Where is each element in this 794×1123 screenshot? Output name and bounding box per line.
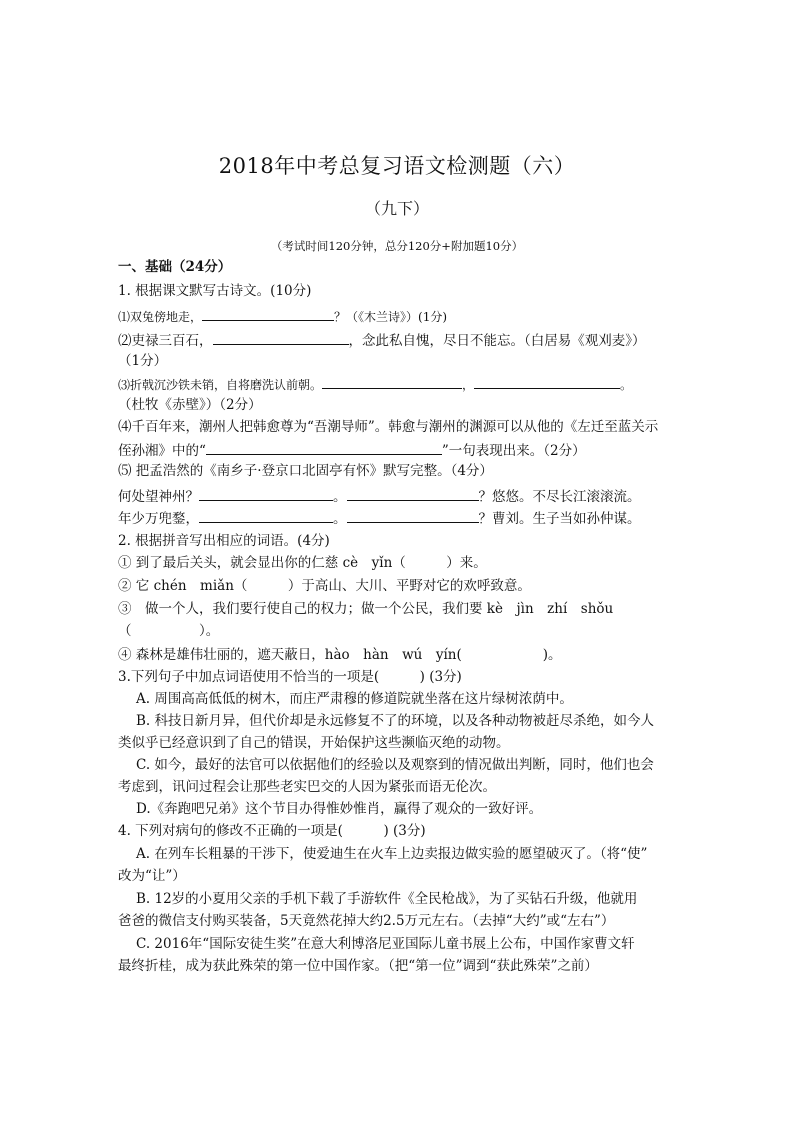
q3-option-b: B. 科技日新月异，但代价却是永远修复不了的环境，以及各种动物被赶尽杀绝，如今人 bbox=[136, 713, 655, 729]
answer-blank[interactable] bbox=[347, 508, 479, 523]
q4-option-a: A. 在列车长粗暴的干涉下，使爱迪生在火车上边卖报边做实验的愿望破灭了。（将“使” bbox=[136, 846, 648, 862]
q2-item-2: ② 它 chén miǎn（ ）于高山、大川、平野对它的欢呼致意。 bbox=[118, 578, 531, 594]
answer-blank[interactable] bbox=[206, 440, 442, 455]
q4-option-b: B. 12岁的小夏用父亲的手机下载了手游软件《全民枪战》，为了买钻石升级，他就用 bbox=[136, 891, 638, 907]
q3-option-a: A. 周围高高低低的树木，而庄严肃穆的修道院就坐落在这片绿树浓荫中。 bbox=[136, 691, 573, 707]
answer-blank[interactable] bbox=[322, 374, 462, 389]
question-2-stem: 2. 根据拼音写出相应的词语。(4分) bbox=[118, 533, 330, 549]
question-4-stem: 4. 下列对病句的修改不正确的一项是( ) (3分) bbox=[118, 823, 426, 839]
answer-blank[interactable] bbox=[202, 306, 334, 321]
q4-option-b-cont: 爸爸的微信支付购买装备，5天竟然花掉大约2.5万元左右。（去掉“大约”或“左右”） bbox=[118, 913, 615, 929]
page-title: 2018年中考总复习语文检测题（六） bbox=[218, 154, 576, 178]
q1-item-1: ⑴双兔傍地走， ？（《木兰诗》）(1分) bbox=[118, 306, 447, 326]
page-subtitle: （九下） bbox=[364, 199, 429, 218]
q1-item-5-line-1: 何处望神州？ 。 ？悠悠。不尽长江滚滚流。 bbox=[118, 486, 641, 506]
q1-item-5-line-2: 年少万兜鍪， 。 ？曹刘。生子当如孙仲谋。 bbox=[118, 508, 641, 528]
q3-option-b-cont: 类似乎已经意识到了自己的错误，开始保护这些濒临灭绝的动物。 bbox=[118, 735, 510, 751]
q3-option-d: D.《奔跑吧兄弟》这个节目办得惟妙惟肖，赢得了观众的一致好评。 bbox=[136, 801, 543, 817]
q2-item-3-cont: （ ）。 bbox=[118, 623, 220, 639]
answer-blank[interactable] bbox=[213, 330, 349, 345]
q1-item-4: ⑷千百年来，潮州人把韩愈尊为“吾潮导师”。韩愈与潮州的渊源可以从他的《左迁至蓝关示 bbox=[118, 419, 659, 435]
q2-item-1: ① 到了最后关头，就会显出你的仁慈 cè yǐn（ ）来。 bbox=[118, 555, 487, 571]
q3-option-c: C. 如今，最好的法官可以依据他们的经验以及观察到的情况做出判断，同时，他们也会 bbox=[136, 757, 654, 773]
q1-item-2-score: （1分） bbox=[118, 353, 168, 369]
q4-option-c-cont: 最终折桂，成为获此殊荣的第一位中国作家。（把“第一位”调到“获此殊荣”之前） bbox=[118, 958, 598, 974]
q2-item-4: ④ 森林是雄伟壮丽的，遮天蔽日，hào hàn wú yín( )。 bbox=[118, 647, 562, 663]
q1-item-3: ⑶折戟沉沙铁未销，自将磨洗认前朝。 ， 。 bbox=[118, 374, 632, 394]
q1-item-4-cont: 侄孙湘》中的“ ”一句表现出来。（2分） bbox=[118, 440, 586, 460]
q1-item-3-source: （杜牧《赤壁》）（2分） bbox=[118, 397, 262, 413]
exam-note: （考试时间120分钟，总分120分+附加题10分） bbox=[270, 239, 524, 253]
answer-blank[interactable] bbox=[474, 374, 620, 389]
q2-item-3: ③ 做一个人，我们要行使自己的权力；做一个公民，我们要 kè jìn zhí shǒu bbox=[118, 601, 614, 617]
q4-option-a-cont: 改为“让”） bbox=[118, 868, 186, 884]
answer-blank[interactable] bbox=[347, 486, 479, 501]
question-1-stem: 1. 根据课文默写古诗文。(10分) bbox=[118, 283, 312, 299]
question-3-stem: 3.下列句子中加点词语使用不恰当的一项是( ) (3分) bbox=[118, 669, 462, 685]
q4-option-c: C. 2016年“国际安徒生奖”在意大利博洛尼亚国际儿童书展上公布，中国作家曹文轩 bbox=[136, 936, 635, 952]
section-heading: 一、基础（24分） bbox=[118, 259, 232, 275]
answer-blank[interactable] bbox=[199, 508, 333, 523]
q3-option-c-cont: 考虑到，讯问过程会让那些老实巴交的人因为紧张而语无伦次。 bbox=[118, 779, 496, 795]
q1-item-2: ⑵吏禄三百石， ，念此私自愧，尽日不能忘。（白居易《观刈麦》） bbox=[118, 330, 646, 350]
q1-item-5: ⑸ 把孟浩然的《南乡子·登京口北固亭有怀》默写完整。（4分） bbox=[118, 463, 493, 479]
answer-blank[interactable] bbox=[199, 486, 333, 501]
